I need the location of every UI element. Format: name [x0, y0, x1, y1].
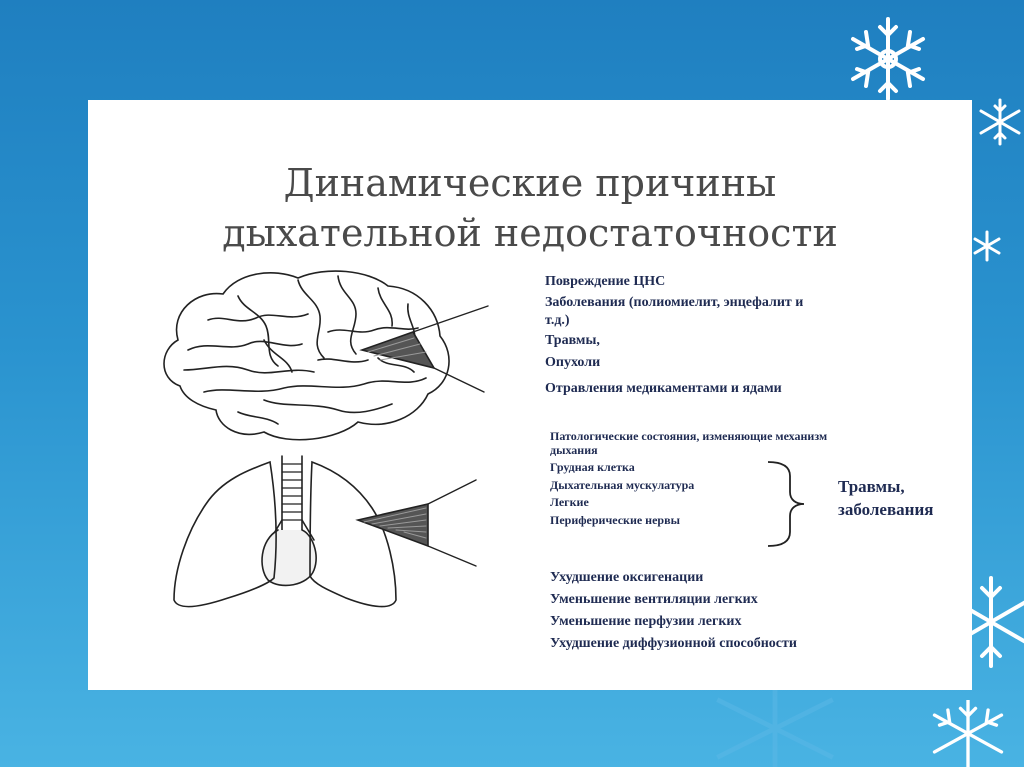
cns-item: Повреждение ЦНС — [545, 274, 666, 289]
cns-item: Травмы, — [545, 333, 600, 348]
mechanics-item: Легкие — [550, 495, 589, 509]
cns-item: Отравления медикаментами и ядами — [545, 381, 782, 396]
bracket-label-line-1: Травмы, — [838, 477, 905, 496]
snowflake-icon — [912, 700, 1024, 767]
mechanics-item: Патологические состояния, изменяющие механизм — [550, 429, 828, 443]
snowflake-icon — [972, 228, 1002, 264]
brain-illustration — [164, 271, 488, 440]
gas-exchange-item: Ухудшение диффузионной способности — [550, 636, 797, 651]
title-line-2: дыхательной недостаточности — [222, 211, 838, 255]
cns-item: Опухоли — [545, 355, 601, 370]
title-line-1: Динамические причины — [283, 161, 777, 205]
curly-brace-icon — [768, 462, 804, 546]
lungs-illustration — [174, 456, 476, 607]
illustrations — [88, 100, 972, 690]
snowflake-icon — [700, 690, 850, 767]
mechanics-item: Грудная клетка — [550, 460, 635, 474]
slide-panel — [88, 100, 972, 690]
cns-item: т.д.) — [545, 313, 570, 328]
mechanics-item: дыхания — [550, 443, 598, 457]
gas-exchange-item: Ухудшение оксигенации — [550, 570, 704, 585]
gas-exchange-item: Уменьшение перфузии легких — [550, 614, 742, 629]
bracket-label-line-2: заболевания — [838, 500, 934, 519]
mechanics-item: Периферические нервы — [550, 513, 680, 527]
mechanics-item: Дыхательная мускулатура — [550, 478, 695, 492]
gas-exchange-item: Уменьшение вентиляции легких — [550, 592, 758, 607]
snowflake-icon — [976, 96, 1024, 148]
snowflake-icon — [838, 14, 938, 104]
cns-item: Заболевания (полиомиелит, энцефалит и — [545, 295, 804, 310]
